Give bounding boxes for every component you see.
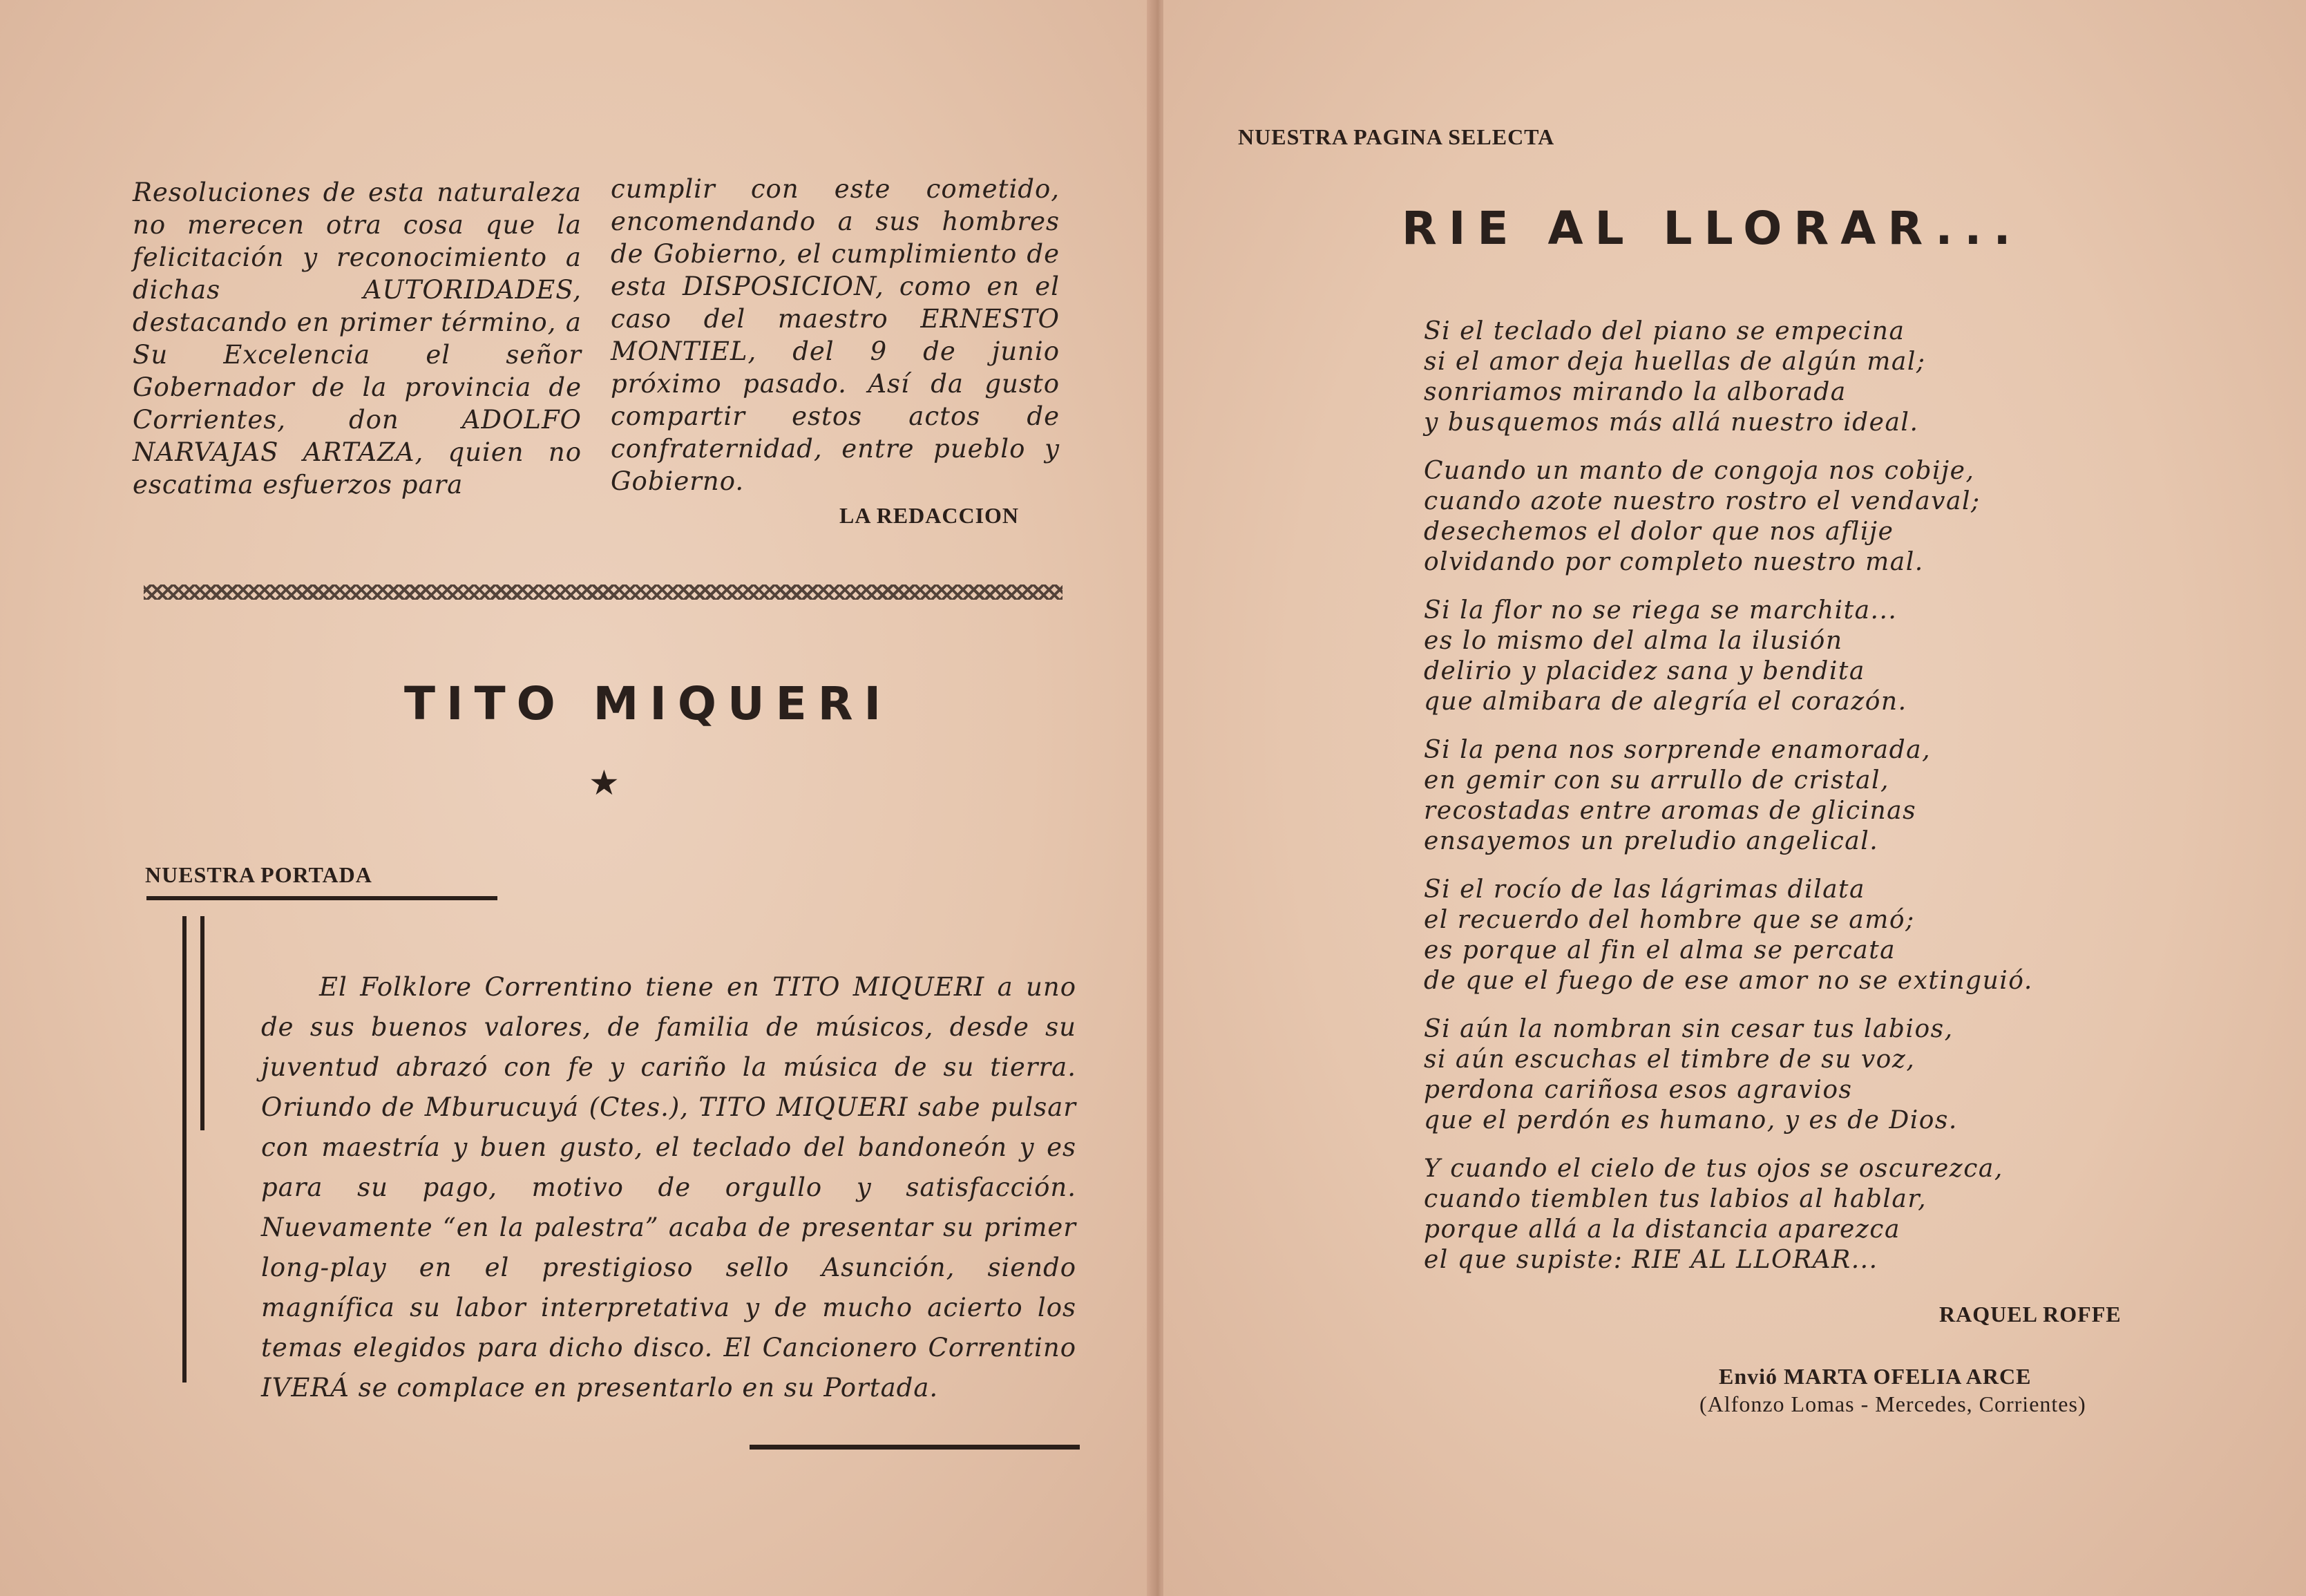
editorial-signature: LA REDACCION (839, 503, 1020, 528)
poem-line: que el perdón es humano, y es de Dios. (1424, 1106, 1958, 1134)
poem-line: en gemir con su arrullo de cristal, (1424, 766, 1889, 795)
right-page (1163, 0, 2306, 1596)
poem-line: Si el teclado del piano se empecina (1424, 317, 1905, 345)
poem-line: cuando tiemblen tus labios al hablar, (1424, 1185, 1927, 1213)
vertical-rule-right (200, 916, 204, 1130)
poem-line: sonriamos mirando la alborada (1424, 378, 1847, 406)
intro-column-1 (133, 176, 582, 501)
star-ornament-icon: ★ (589, 763, 620, 803)
poem-line: Y cuando el cielo de tus ojos se oscurezca, (1424, 1155, 2003, 1183)
stanza-5 (1424, 875, 2218, 996)
stanza-3 (1424, 596, 2218, 717)
poem-author: RAQUEL ROFFE (1939, 1302, 2122, 1327)
poem-title: RIE AL LLORAR... (1402, 202, 2023, 255)
poem-line: Si la pena nos sorprende enamorada, (1424, 736, 1932, 764)
poem-line: y busquemos más allá nuestro ideal. (1424, 408, 1919, 437)
poem-line: desechemos el dolor que nos aflije (1424, 517, 1894, 546)
intro-paragraph-2: cumplir con este cometido, encomendando a sus hombres de Gobierno, el cumplimiento de esta DISPOSICION, como en el caso del maestro ERNESTO MONTIEL, del 9 de junio próximo pasado. Así da gusto compartir estos actos de confraternidad, entre pueblo y Gobierno. (611, 174, 1060, 496)
poem-line: de que el fuego de ese amor no se extinguió. (1424, 967, 2033, 995)
poem-line: el que supiste: RIE AL LLORAR... (1424, 1246, 1878, 1274)
stanza-1 (1424, 316, 2218, 438)
stanza-4 (1424, 735, 2218, 857)
poem-line: delirio y placidez sana y bendita (1424, 657, 1865, 685)
poem-line: perdona cariñosa esos agravios (1424, 1076, 1853, 1104)
section-label-portada: NUESTRA PORTADA (145, 862, 372, 887)
poem-line: si el amor deja huellas de algún mal; (1424, 348, 1926, 376)
poem-body (1424, 316, 2218, 1293)
poem-line: Si la flor no se riega se marchita... (1424, 596, 1898, 625)
intro-paragraph-1: Resoluciones de esta naturaleza no merecen otra cosa que la felicitación y reconocimiento a dichas AUTORIDADES, destacando en primer término, a Su Excelencia el señor Gobernador de la provincia de Corrientes, don ADOLFO NARVAJAS ARTAZA, quien no escatima esfuerzos para (133, 178, 582, 500)
portada-text (261, 967, 1076, 1408)
poem-line: Si aún la nombran sin cesar tus labios, (1424, 1015, 1954, 1043)
poem-line: olvidando por completo nuestro mal. (1424, 548, 1924, 576)
poem-line: si aún escuchas el timbre de su voz, (1424, 1045, 1916, 1074)
sender-credit: Envió MARTA OFELIA ARCE (1719, 1364, 2032, 1389)
poem-line: que almibara de alegría el corazón. (1424, 687, 1907, 716)
stanza-7 (1424, 1154, 2218, 1275)
poem-line: Si el rocío de las lágrimas dilata (1424, 875, 1865, 904)
poem-line: cuando azote nuestro rostro el vendaval; (1424, 487, 1981, 515)
section-label-selecta: NUESTRA PAGINA SELECTA (1238, 124, 1555, 149)
vertical-rule-left (182, 916, 187, 1383)
poem-line: es porque al fin el alma se percata (1424, 936, 1896, 965)
poem-line: Cuando un manto de congoja nos cobije, (1424, 457, 1975, 485)
article-title: TITO MIQUERI (404, 677, 893, 730)
decorative-divider (144, 585, 1063, 600)
poem-line: es lo mismo del alma la ilusión (1424, 627, 1843, 655)
intro-column-2 (611, 173, 1060, 497)
stanza-2 (1424, 456, 2218, 578)
poem-line: el recuerdo del hombre que se amó; (1424, 906, 1915, 934)
closing-rule (750, 1445, 1080, 1450)
section-underline (146, 896, 497, 900)
poem-line: recostadas entre aromas de glicinas (1424, 797, 1917, 825)
sender-location: (Alfonzo Lomas - Mercedes, Corrientes) (1699, 1391, 2086, 1416)
stanza-6 (1424, 1014, 2218, 1136)
poem-line: porque allá a la distancia aparezca (1424, 1215, 1900, 1244)
poem-line: ensayemos un preludio angelical. (1424, 827, 1879, 855)
portada-paragraph: El Folklore Correntino tiene en TITO MIQUERI a uno de sus buenos valores, de familia de músicos, desde su juventud abrazó con fe y cariño la música de su tierra. Oriundo de Mburucuyá (Ctes.), TITO MIQUERI sabe pulsar con maestría y buen gusto, el teclado del bandoneón y es para su pago, motivo de orgullo y satisfacción. Nuevamente “en la palestra” acaba de presentar su primer long-play en el prestigioso sello Asunción, siendo magnífica su labor interpretativa y de mucho acierto los temas elegidos para dicho disco. El Cancionero Correntino IVERÁ se complace en presentarlo en su Portada. (261, 972, 1076, 1403)
